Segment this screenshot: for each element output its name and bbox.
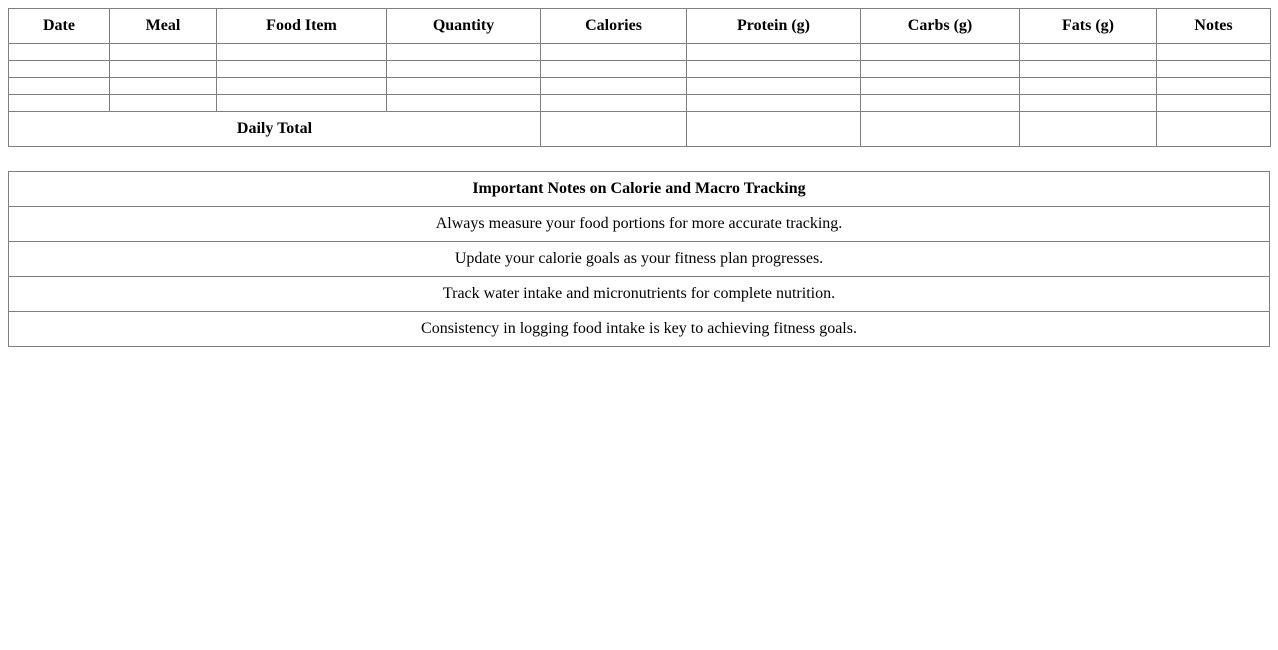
daily-total-carbs-cell[interactable] bbox=[861, 112, 1020, 147]
table-cell[interactable] bbox=[861, 44, 1020, 61]
table-row bbox=[9, 44, 1271, 61]
table-cell[interactable] bbox=[1020, 61, 1157, 78]
table-cell[interactable] bbox=[541, 61, 687, 78]
table-cell[interactable] bbox=[110, 44, 217, 61]
table-cell[interactable] bbox=[387, 95, 541, 112]
table-cell[interactable] bbox=[861, 95, 1020, 112]
table-row bbox=[9, 95, 1271, 112]
note-row bbox=[9, 312, 1270, 347]
table-cell[interactable] bbox=[1020, 78, 1157, 95]
table-cell[interactable] bbox=[687, 61, 861, 78]
column-header-date: Date bbox=[9, 9, 110, 44]
table-cell[interactable] bbox=[217, 95, 387, 112]
table-cell[interactable] bbox=[9, 61, 110, 78]
note-row bbox=[9, 242, 1270, 277]
column-header-fats: Fats (g) bbox=[1020, 9, 1157, 44]
food-log-table bbox=[8, 8, 1271, 147]
daily-total-row bbox=[9, 112, 1271, 147]
table-cell[interactable] bbox=[687, 78, 861, 95]
table-cell[interactable] bbox=[1157, 95, 1271, 112]
table-cell[interactable] bbox=[217, 44, 387, 61]
column-header-meal: Meal bbox=[110, 9, 217, 44]
table-cell[interactable] bbox=[110, 78, 217, 95]
table-row bbox=[9, 78, 1271, 95]
table-cell[interactable] bbox=[687, 44, 861, 61]
table-cell[interactable] bbox=[861, 78, 1020, 95]
table-cell[interactable] bbox=[110, 95, 217, 112]
note-item: Always measure your food portions for more accurate tracking. bbox=[9, 207, 1270, 242]
table-cell[interactable] bbox=[687, 95, 861, 112]
table-cell[interactable] bbox=[541, 44, 687, 61]
table-row bbox=[9, 61, 1271, 78]
table-cell[interactable] bbox=[387, 78, 541, 95]
daily-total-label: Daily Total bbox=[9, 112, 541, 147]
daily-total-calories-cell[interactable] bbox=[541, 112, 687, 147]
daily-total-notes-cell[interactable] bbox=[1157, 112, 1271, 147]
table-cell[interactable] bbox=[387, 61, 541, 78]
table-cell[interactable] bbox=[110, 61, 217, 78]
daily-total-fats-cell[interactable] bbox=[1020, 112, 1157, 147]
table-cell[interactable] bbox=[217, 61, 387, 78]
table-cell[interactable] bbox=[9, 78, 110, 95]
notes-title-row bbox=[9, 172, 1270, 207]
table-cell[interactable] bbox=[9, 95, 110, 112]
table-cell[interactable] bbox=[1020, 44, 1157, 61]
header-row bbox=[9, 9, 1271, 44]
table-cell[interactable] bbox=[1157, 44, 1271, 61]
table-cell[interactable] bbox=[9, 44, 110, 61]
table-cell[interactable] bbox=[1157, 78, 1271, 95]
column-header-food-item: Food Item bbox=[217, 9, 387, 44]
table-cell[interactable] bbox=[1157, 61, 1271, 78]
note-item: Track water intake and micronutrients for complete nutrition. bbox=[9, 277, 1270, 312]
table-cell[interactable] bbox=[541, 95, 687, 112]
note-row bbox=[9, 207, 1270, 242]
table-cell[interactable] bbox=[861, 61, 1020, 78]
note-row bbox=[9, 277, 1270, 312]
table-cell[interactable] bbox=[541, 78, 687, 95]
table-cell[interactable] bbox=[217, 78, 387, 95]
column-header-quantity: Quantity bbox=[387, 9, 541, 44]
notes-table bbox=[8, 171, 1270, 347]
food-log-body bbox=[9, 44, 1271, 112]
table-cell[interactable] bbox=[1020, 95, 1157, 112]
column-header-calories: Calories bbox=[541, 9, 687, 44]
daily-total-protein-cell[interactable] bbox=[687, 112, 861, 147]
column-header-notes: Notes bbox=[1157, 9, 1271, 44]
column-header-carbs: Carbs (g) bbox=[861, 9, 1020, 44]
table-cell[interactable] bbox=[387, 44, 541, 61]
column-header-protein: Protein (g) bbox=[687, 9, 861, 44]
note-item: Update your calorie goals as your fitness plan progresses. bbox=[9, 242, 1270, 277]
notes-title: Important Notes on Calorie and Macro Tracking bbox=[9, 172, 1270, 207]
note-item: Consistency in logging food intake is key to achieving fitness goals. bbox=[9, 312, 1270, 347]
